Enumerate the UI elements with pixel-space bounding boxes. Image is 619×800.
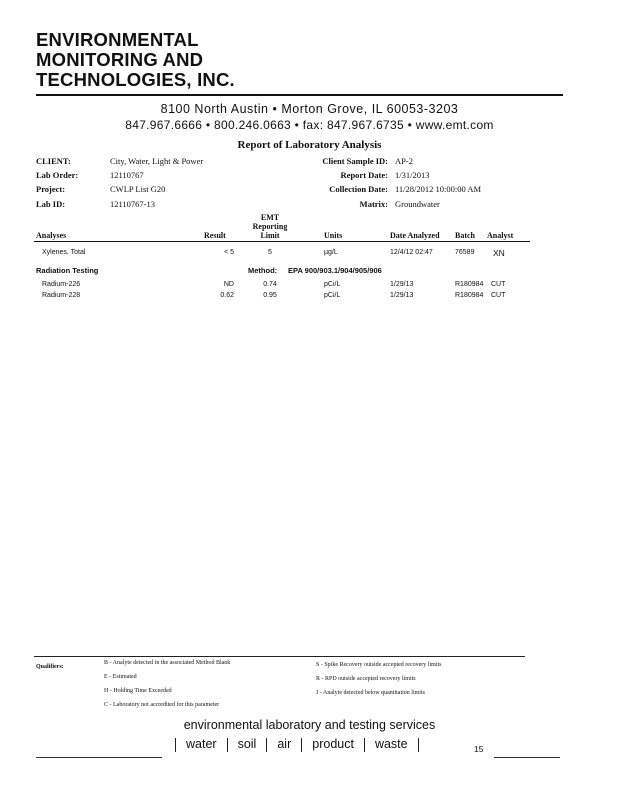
category-product: product: [312, 737, 354, 751]
table-header-rule: [34, 241, 530, 242]
report-date-label: Report Date:: [340, 170, 388, 180]
category-divider: [301, 738, 302, 752]
footer-rule-right: [494, 757, 560, 758]
category-water: water: [186, 737, 217, 751]
row-result: < 5: [224, 249, 234, 256]
radium-228-batch: R180984: [455, 292, 484, 299]
col-analyses: Analyses: [36, 231, 67, 240]
footer-rule-left: [36, 757, 162, 758]
category-divider: [227, 738, 228, 752]
qualifiers-rule: [34, 656, 525, 657]
qualifiers-label: Qualifiers:: [36, 664, 64, 670]
qualifier-h: H - Holding Time Exceeded: [104, 688, 172, 694]
company-address: 8100 North Austin • Morton Grove, IL 60053-3203: [160, 102, 459, 116]
radium-226-date: 1/29/13: [390, 281, 414, 288]
lab-order-value: 12110767: [110, 170, 144, 180]
company-contact: 847.967.6666 • 800.246.0663 • fax: 847.967.6735 • www.emt.com: [125, 118, 494, 132]
radium-226-result: ND: [223, 281, 234, 288]
method-value: EPA 900/903.1/904/905/906: [288, 266, 382, 275]
method-label: Method:: [248, 266, 278, 275]
category-waste: waste: [374, 737, 408, 751]
category-soil: soil: [237, 737, 257, 751]
client-sample-label: Client Sample ID:: [322, 156, 388, 166]
company-name-line1: ENVIRONMENTAL: [36, 29, 199, 50]
radiation-section-title: Radiation Testing: [36, 266, 99, 275]
matrix-label: Matrix:: [359, 199, 388, 209]
row-analysis: Xylenes, Total: [42, 249, 86, 256]
qualifier-e: E - Estimated: [104, 674, 137, 680]
collection-date-label: Collection Date:: [329, 184, 388, 194]
col-rl-line2: Reporting: [252, 222, 288, 231]
radium-228-result: 0.62: [220, 292, 234, 299]
project-label: Project:: [36, 184, 66, 194]
client-sample-value: AP-2: [395, 156, 413, 166]
col-rl-line3: Limit: [260, 231, 280, 240]
col-date-analyzed: Date Analyzed: [390, 231, 440, 240]
col-analyst: Analyst: [487, 231, 514, 240]
radium-228-analysis: Radium-228: [42, 292, 81, 299]
qualifier-s: S - Spike Recovery outside accepted recovery limits: [316, 662, 442, 668]
qualifier-r: R - RPD outside accepted recovery limits: [316, 676, 416, 682]
header-rule: [36, 94, 563, 96]
radium-226-units: pCi/L: [324, 281, 341, 288]
category-divider: [266, 738, 267, 752]
client-label: CLIENT:: [36, 156, 71, 166]
row-date: 12/4/12 02:47: [390, 249, 433, 256]
lab-id-value: 12110767-13: [110, 199, 156, 209]
radium-228-analyst: CUT: [491, 292, 506, 299]
radium-228-limit: 0.95: [263, 292, 277, 299]
service-categories: [175, 737, 419, 752]
row-units: µg/L: [324, 249, 338, 256]
qualifier-b: B - Analyte detected in the associated Method Blank: [104, 660, 231, 666]
lab-id-label: Lab ID:: [36, 199, 66, 209]
client-value: City, Water, Light & Power: [110, 156, 204, 166]
report-date-value: 1/31/2013: [395, 170, 430, 180]
row-limit: 5: [268, 249, 272, 256]
col-reporting-limit: [244, 213, 296, 240]
page-number: 15: [474, 744, 484, 754]
services-tagline: environmental laboratory and testing services: [183, 718, 436, 732]
project-value: CWLP List G20: [110, 184, 166, 194]
radium-226-analyst: CUT: [491, 281, 506, 288]
category-divider: [364, 738, 365, 752]
category-divider: [418, 738, 419, 752]
company-name-line2: MONITORING AND: [36, 49, 204, 70]
radium-226-analysis: Radium-226: [42, 281, 81, 288]
col-units: Units: [324, 231, 343, 240]
radium-228-date: 1/29/13: [390, 292, 414, 299]
category-divider: [175, 738, 176, 752]
category-air: air: [277, 737, 292, 751]
col-batch: Batch: [455, 231, 475, 240]
report-title: Report of Laboratory Analysis: [237, 139, 382, 151]
row-batch: 76589: [455, 249, 475, 256]
qualifier-j: J - Analyte detected below quantitation limits: [316, 690, 425, 696]
row-analyst: XN: [493, 248, 505, 258]
col-rl-line1: EMT: [260, 213, 280, 222]
radium-228-units: pCi/L: [324, 292, 341, 299]
radium-226-limit: 0.74: [263, 281, 277, 288]
company-name: [36, 30, 235, 90]
matrix-value: Groundwater: [395, 199, 440, 209]
lab-order-label: Lab Order:: [36, 170, 79, 180]
radium-226-batch: R180984: [455, 281, 484, 288]
collection-date-value: 11/28/2012 10:00:00 AM: [395, 184, 482, 194]
qualifier-c: C - Laboratory not accredited for this parameter: [104, 702, 220, 708]
col-result: Result: [204, 231, 226, 240]
company-name-line3: TECHNOLOGIES, INC.: [36, 69, 235, 90]
